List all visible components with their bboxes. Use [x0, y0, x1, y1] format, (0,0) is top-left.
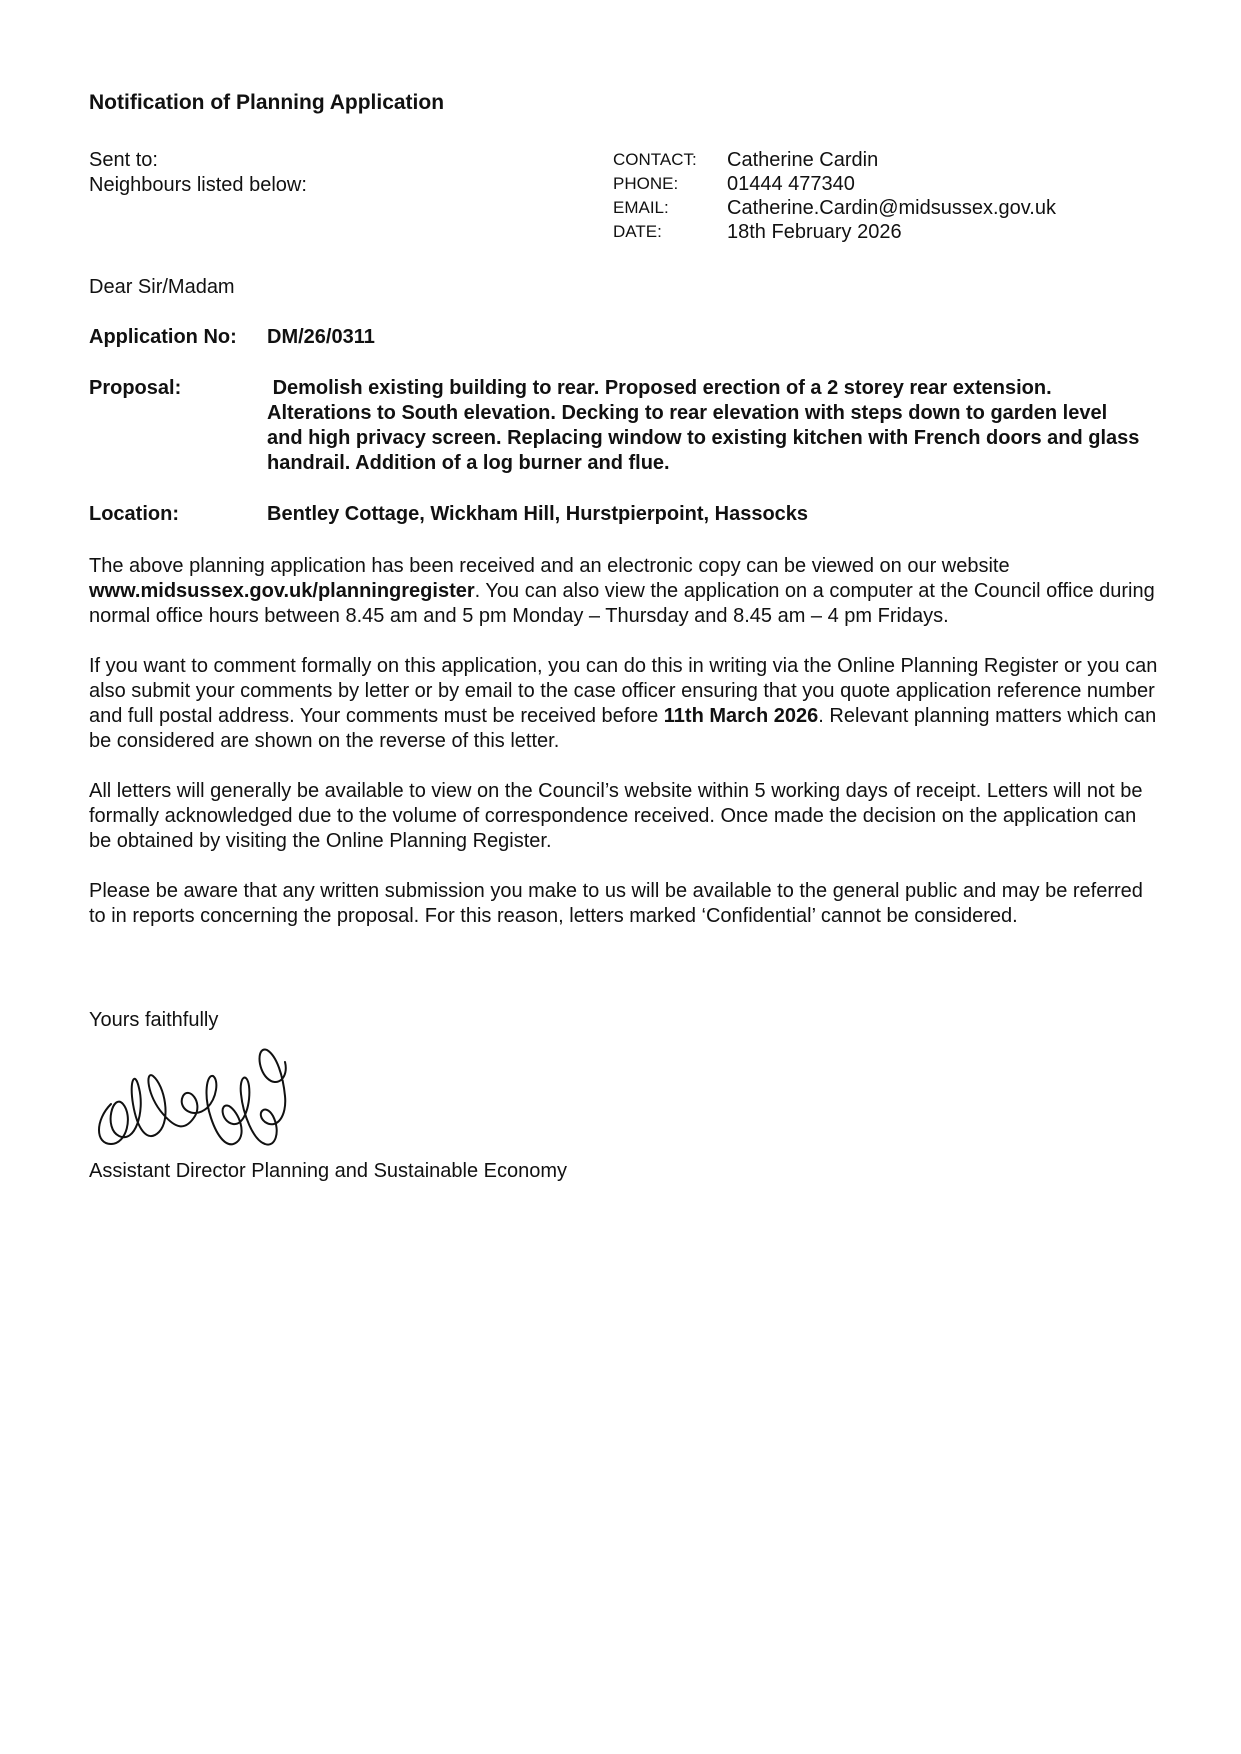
sent-to-label: Sent to: [89, 149, 158, 171]
paragraph-availability: All letters will generally be available to view on the Council’s website within 5 working days of receipt. Letters will not be formally acknowledged due to the volume of correspondence received. Once made the decision on the application can be obtained by visiting the Online Planning Register. [89, 780, 1143, 852]
application-label: Application No: [89, 326, 237, 348]
proposal-text: Demolish existing building to rear. Proposed erection of a 2 storey rear extension. Alterations to South elevation. Decking to rear elevation with steps down to garden level and high privacy screen. Replacing window to existing kitchen with French doors and glass handrail. Addition of a log burner and flue. [267, 377, 1145, 474]
phone-value: 01444 477340 [727, 173, 855, 195]
email-row [613, 196, 1056, 220]
recipients: Neighbours listed below: [89, 174, 307, 196]
location-row [89, 502, 1147, 527]
paragraph-comments-text: If you want to comment formally on this application, you can do this in writing via the Online Planning Register or you can also submit your comments by letter or by email to the case officer ensuring that you quote application reference number and full postal address. Your comments must be received before [89, 655, 1158, 727]
proposal-label: Proposal: [89, 377, 182, 399]
comment-deadline: 11th March 2026 [663, 705, 819, 727]
proposal-row [89, 376, 1147, 476]
paragraph-viewing-text-end: . You can also view the application on a computer at the Council office during normal office hours between 8.45 am and 5 pm Monday – Thursday and 8.45 am – 4 pm Fridays. [89, 580, 1155, 627]
letter-body [89, 554, 1159, 954]
paragraph-viewing-text: The above planning application has been received and an electronic copy can be viewed on our website [89, 555, 1010, 577]
salutation: Dear Sir/Madam [89, 276, 235, 298]
paragraph-comments-text-end: . Relevant planning matters which can be considered are shown on the reverse of this letter. [89, 705, 1157, 752]
paragraph-viewing [89, 554, 1159, 629]
email-value: Catherine.Cardin@midsussex.gov.uk [727, 197, 1056, 219]
date-row [613, 220, 1056, 244]
phone-row [613, 172, 1056, 196]
contact-block [613, 148, 1056, 244]
contact-name: Catherine Cardin [727, 149, 879, 171]
paragraph-comments [89, 654, 1159, 754]
closing: Yours faithfully [89, 1009, 219, 1031]
application-number-row [89, 325, 1147, 350]
sent-to-block [89, 148, 307, 198]
date-label: DATE: [613, 222, 662, 241]
website-link[interactable]: www.midsussex.gov.uk/planningregister [89, 580, 475, 602]
signer-title: Assistant Director Planning and Sustainable Economy [89, 1160, 568, 1182]
letter-title: Notification of Planning Application [89, 91, 445, 114]
contact-row [613, 148, 1056, 172]
contact-label: CONTACT: [613, 150, 697, 169]
email-label: EMAIL: [613, 198, 669, 217]
paragraph-public: Please be aware that any written submission you make to us will be available to the general public and may be referred to in reports concerning the proposal. For this reason, letters marked ‘Confidential’ cannot be considered. [89, 880, 1143, 927]
application-number: DM/26/0311 [267, 326, 375, 348]
location-label: Location: [89, 503, 179, 525]
signature-image [89, 1032, 299, 1158]
location-text: Bentley Cottage, Wickham Hill, Hurstpierpoint, Hassocks [267, 503, 809, 525]
phone-label: PHONE: [613, 174, 679, 193]
date-value: 18th February 2026 [727, 221, 902, 243]
